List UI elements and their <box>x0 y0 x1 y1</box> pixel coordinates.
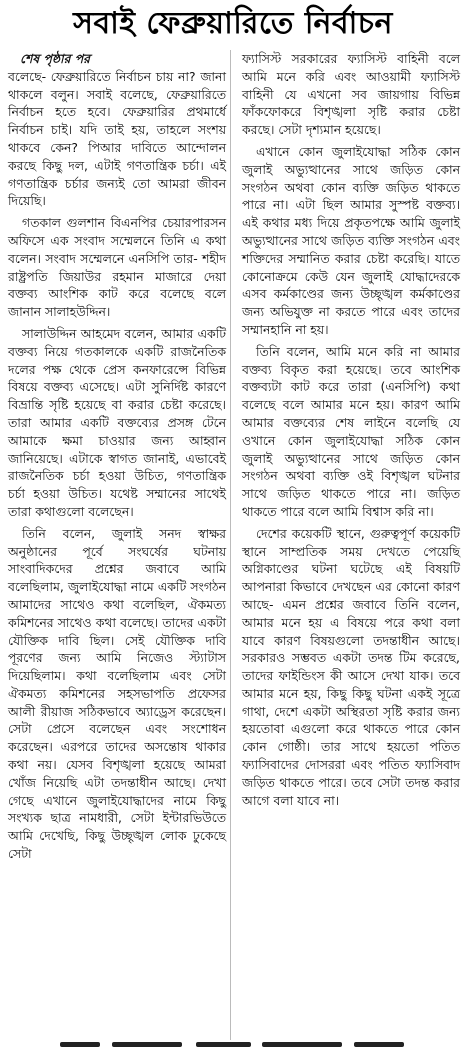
column-divider <box>230 50 231 1040</box>
cropped-next-headline <box>0 1040 466 1050</box>
article-column-right <box>242 50 460 809</box>
article-paragraph: দেশের কয়েকটি স্থানে, গুরুত্বপূর্ণ কয়েকটি স্থানে সাম্প্রতিক সময় দেখতে পেয়েছি অগ্নিকাণ্ডের ঘটনা ঘটেছে এই বিষয়টি আপনারা কিভাবে দেখছেন এর কোনো কারণ আছে- এমন প্রশ্নের জবাবে তিনি বলেন, আমার মনে হয় এ বিষয়ে পরে কথা বলা যাবে কারণ বিষয়গুলো তদন্তাধীন আছে। সরকারও সম্ভবত একটা তদন্ত টিম করেছে, তাদের ফাইন্ডিংস কী আসে দেখা যাক। তবে আমার মনে হয়, কিছু কিছু ঘটনা একই সূত্রে গাথা, দেশে একটা অস্থিরতা সৃষ্টি করার জন্য হয়তোবা এগুলো করে থাকতে পারে কোন কোন গোষ্ঠী। তার সাথে হয়তো পতিত ফ্যাসিবাদের দোসররা এবং পতিত ফ্যাসিবাদ জড়িত থাকতে পারে। তবে সেটা তদন্ত করার আগে বলা যাবে না। <box>242 525 460 808</box>
article-paragraph: সালাউদ্দিন আহমেদ বলেন, আমার একটি বক্তব্য নিয়ে গতকালকে একটি রাজনৈতিক দলের পক্ষ থেকে প্রেস কনফারেন্সে বিভিন্ন বিষয়ে বক্তব্য এসেছে। এটা সুনির্দিষ্ট কারণে বিভ্রান্তি সৃষ্টি হয়েছে বা করার চেষ্টা করেছে। তারা আমার একটি বক্তব্যের প্রসঙ্গ টেনে আমাকে ক্ষমা চাওয়ার জন্য আহ্বান জানিয়েছে। এটাকে স্বাগত জানাই, এভাবেই রাজনৈতিক চর্চা হওয়া উচিত, গণতান্ত্রিক চর্চা হওয়া উচিত। যথেষ্ট সম্মানের সাথেই তারা কথাগুলো বলেছেন। <box>8 325 226 519</box>
article-paragraph: তিনি বলেন, আমি মনে করি না আমার বক্তব্য বিকৃত করা হয়েছে। তবে আংশিক বক্তব্যটা কাট করে তারা (এনসিপি) কথা বলেছে বলে আমার মনে হয়। কারণ আমি আমার বক্তব্যের শেষ লাইনে বলেছি যে ওখানে কোন জুলাইযোদ্ধা সঠিক কোন জুলাই অভ্যুত্থানের সাথে জড়িত কোন সংগঠন অথবা ব্যক্তি ওই বিশৃঙ্খল ঘটনার সাথে জড়িত থাকতে পারে না। জড়িত থাকতে পারে বলে আমি বিশ্বাস করি না। <box>242 343 460 519</box>
article-paragraph: ফ্যাসিস্ট সরকারের ফ্যাসিস্ট বাহিনী বলে আমি মনে করি এবং আওয়ামী ফ্যাসিস্ট বাহিনী যে এখনো সব জায়গায় বিভিন্ন ফাঁকফোকরে বিশৃঙ্খলা সৃষ্টি করার চেষ্টা করছে। সেটা দৃশ্যমান হয়েছে। <box>242 51 460 138</box>
article-headline: সবাই ফেব্রুয়ারিতে নির্বাচন <box>73 6 393 41</box>
article-paragraph: এখানে কোন জুলাইযোদ্ধা সঠিক কোন জুলাই অভ্যুত্থানের সাথে জড়িত কোন সংগঠন অথবা কোন ব্যক্তি জড়িত থাকতে পারে না। এটা ছিল আমার সুস্পষ্ট বক্তব্য। এই কথার মধ্য দিয়ে প্রকৃতপক্ষে আমি জুলাই অভ্যুত্থানের সাথে জড়িত ব্যক্তি সংগঠন এবং শক্তিদের সম্মানিত করার চেষ্টা করেছি। যাতে কোনোক্রমে কেউ যেন জুলাই যোদ্ধাদেরকে এসব কর্মকাণ্ডের জন্য উচ্ছৃঙ্খল কর্মকাণ্ডের জন্য অভিযুক্ত না করতে পারে এবং তাদের সম্মানহানি না হয়। <box>242 143 460 337</box>
article-column-left <box>8 50 226 863</box>
continuation-kicker: শেষ পৃষ্ঠার পর <box>20 51 90 66</box>
article-paragraph: তিনি বলেন, জুলাই সনদ স্বাক্ষর অনুষ্ঠানের পূর্বে সংঘর্ষের ঘটনায় সাংবাদিকদের প্রশ্নের জবাবে আমি বলেছিলাম, জুলাইযোদ্ধা নামে একটি সংগঠন আমাদের সাথেও কথা বলেছিল, ঐকমত্য কমিশনের সাথেও কথা বলেছে। তাদের একটা যৌক্তিক দাবি ছিল। সেই যৌক্তিক দাবি পূরণের জন্য আমি নিজেও স্ট্যাটাস দিয়েছিলাম। কথা বলেছিলাম এবং সেটা ঐকমত্য কমিশনের সহসভাপতি প্রফেসর আলী রীয়াজ সঠিকভাবে অ্যাড্রেস করেছেন। সেটা প্রেসে বলেছেন এবং সংশোধন করেছেন। এরপরে তাদের অসন্তোষ থাকার কথা নয়। যেসব বিশৃঙ্খলা হয়েছে আমরা খোঁজ নিয়েছি এটা তদন্তাধীন আছে। দেখা গেছে এখানে জুলাইযোদ্ধাদের নামে কিছু সংখ্যক ছাত্র নামধারী, সেটা ইন্টারভিউতে আমি দেখেছি, কিছু উচ্ছৃঙ্খল লোক ঢুকেছে সেটা <box>8 525 226 862</box>
article-paragraph: গতকাল গুলশান বিএনপির চেয়ারপারসন অফিসে এক সংবাদ সম্মেলনে তিনি এ কথা বলেন। সংবাদ সম্মেলনে এনসিপি তার- শহীদ রাষ্ট্রপতি জিয়াউর রহমান মাজারে দেয়া বক্তব্য আংশিক কাট করে বলেছে বলে জানান সালাহউদ্দিন। <box>8 215 226 320</box>
article-paragraph: বলেছে- ফেব্রুয়ারিতে নির্বাচন চায় না? জানা থাকলে বলুন। সবাই বলেছে, ফেব্রুয়ারিতে নির্বাচন হতে হবে। ফেব্রুয়ারির প্রথমার্ধে নির্বাচন চাই। যদি তাই হয়, তাহলে সংশয় থাকবে কেন? পিআর দাবিতে আন্দোলন করছে কিছু দল, এটাই গণতান্ত্রিক চর্চা। এই গণতান্ত্রিক চর্চার জন্যই তো আমরা জীবন দিয়েছি। <box>8 68 226 209</box>
